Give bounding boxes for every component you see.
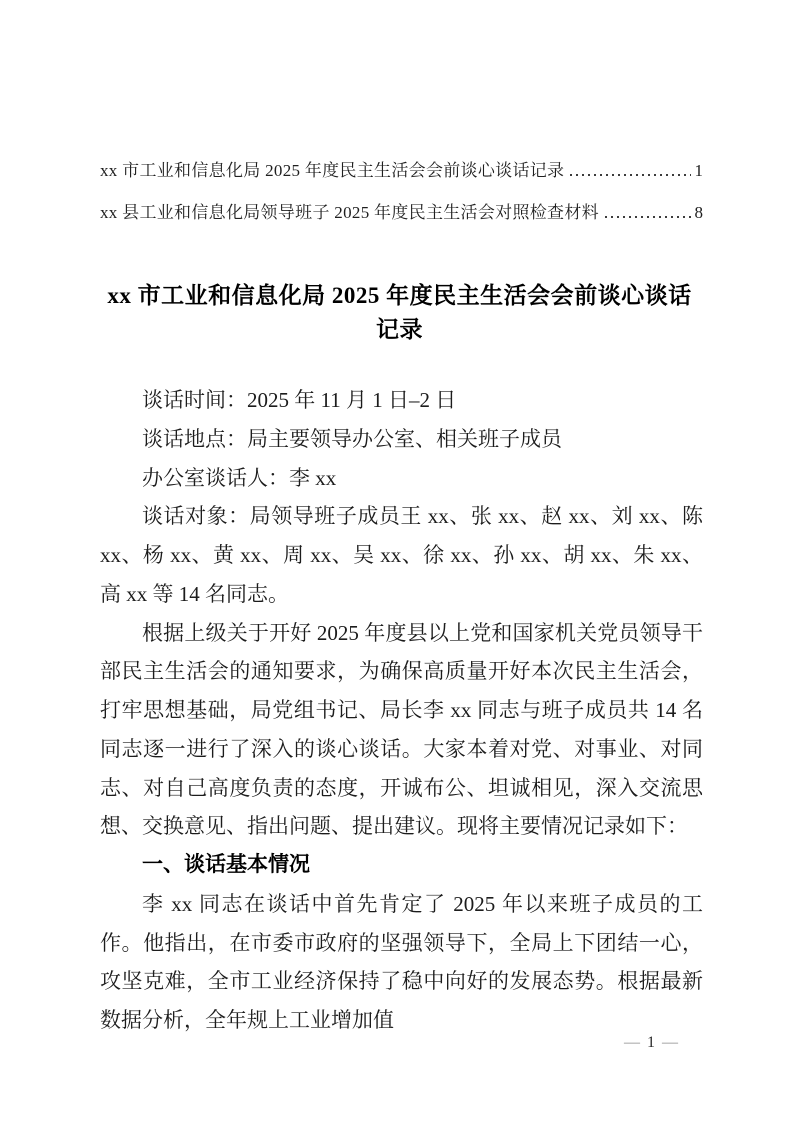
paragraph-background: 根据上级关于开好 2025 年度县以上党和国家机关党员领导干部民主生活会的通知要求，为确保高质量开好本次民主生活会，打牢思想基础，局党组书记、局长李 xx 同志与班子成员共 14 名同志逐一进行了深入的谈心谈话。大家本着对党、对事业、对同志、对自己高度负责的态度，开诚布公、坦诚相见，深入交流思想、交换意见、指出问题、提出建议。现将主要情况记录如下： — [100, 620, 703, 839]
section-heading: 一、谈话基本情况 — [142, 853, 310, 876]
toc-page-number: 8 — [694, 203, 703, 222]
toc-entry[interactable] — [100, 150, 703, 192]
footer-page-number: 1 — [647, 1034, 656, 1051]
footer-left-dash: — — [624, 1034, 641, 1051]
toc-entry-title: xx 县工业和信息化局领导班子 2025 年度民主生活会对照检查材料 — [100, 203, 599, 222]
meta-line-time: 谈话时间：2025 年 11 月 1 日–2 日 — [142, 388, 457, 412]
toc-page-number: 1 — [694, 161, 703, 180]
toc-entry-title: xx 市工业和信息化局 2025 年度民主生活会会前谈心谈话记录 — [100, 161, 565, 180]
paragraph-subjects: 谈话对象：局领导班子成员王 xx、张 xx、赵 xx、刘 xx、陈 xx、杨 xx、黄 xx、周 xx、吴 xx、徐 xx、孙 xx、胡 xx、朱 xx、高 xx 等 14 名同志。 — [100, 504, 703, 606]
paragraph-section-one: 李 xx 同志在谈话中首先肯定了 2025 年以来班子成员的工作。他指出，在市委市政府的坚强领导下，全局上下团结一心，攻坚克难，全市工业经济保持了稳中向好的发展态势。根据最新数据分析，全年规上工业增加值 — [100, 891, 703, 1032]
page-number-footer — [618, 1030, 685, 1056]
meta-line-place: 谈话地点：局主要领导办公室、相关班子成员 — [142, 426, 562, 451]
footer-right-dash: — — [662, 1034, 679, 1051]
document-body — [100, 381, 703, 1040]
toc-entry[interactable] — [100, 192, 703, 234]
meta-line-interviewer: 办公室谈话人：李 xx — [142, 465, 337, 490]
toc-dot-leader — [570, 174, 690, 176]
toc-dot-leader — [605, 216, 691, 218]
document-title: xx 市工业和信息化局 2025 年度民主生活会会前谈心谈话记录 — [107, 283, 692, 342]
table-of-contents — [100, 150, 703, 234]
